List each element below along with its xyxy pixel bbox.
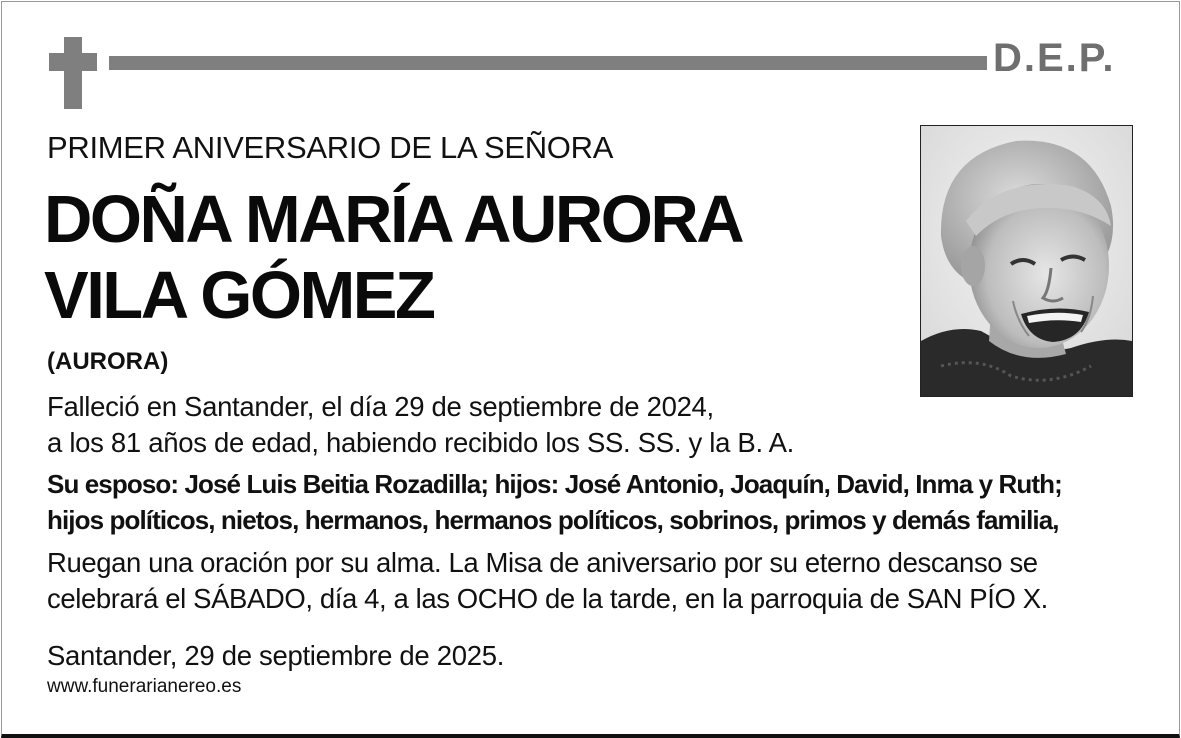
dep-label: D.E.P. <box>993 36 1116 80</box>
mass-notice <box>47 545 1048 617</box>
deceased-name <box>44 182 742 334</box>
cross-icon-vertical <box>64 37 82 109</box>
cross-icon-horizontal <box>49 53 97 71</box>
death-notice-line1: Falleció en Santander, el día 29 de septiembre de 2024, <box>47 391 714 422</box>
death-notice <box>47 389 794 461</box>
anniversary-kicker: PRIMER ANIVERSARIO DE LA SEÑORA <box>47 130 614 165</box>
family-list-line1: Su esposo: José Luis Beitia Rozadilla; hijos: José Antonio, Joaquín, David, Inma y Ruth; <box>47 469 1062 499</box>
death-notice-line2: a los 81 años de edad, habiendo recibido los SS. SS. y la B. A. <box>47 427 795 458</box>
place-date: Santander, 29 de septiembre de 2025. <box>47 640 505 671</box>
deceased-alias: (AURORA) <box>47 348 169 375</box>
deceased-name-line1: DOÑA MARÍA AURORA <box>44 182 743 257</box>
deceased-name-line2: VILA GÓMEZ <box>44 258 434 333</box>
mass-notice-line2: celebrará el SÁBADO, día 4, a las OCHO de la tarde, en la parroquia de SAN PÍO X. <box>47 583 1048 614</box>
website-link[interactable]: www.funerarianereo.es <box>47 676 242 697</box>
mass-notice-line1: Ruegan una oración por su alma. La Misa de aniversario por su eterno descanso se <box>47 547 1038 578</box>
header-rule <box>109 56 987 70</box>
portrait-photo-icon <box>920 125 1133 397</box>
family-list-line2: hijos políticos, nietos, hermanos, hermanos políticos, sobrinos, primos y demás familia, <box>47 505 1059 535</box>
family-list <box>47 466 1062 538</box>
